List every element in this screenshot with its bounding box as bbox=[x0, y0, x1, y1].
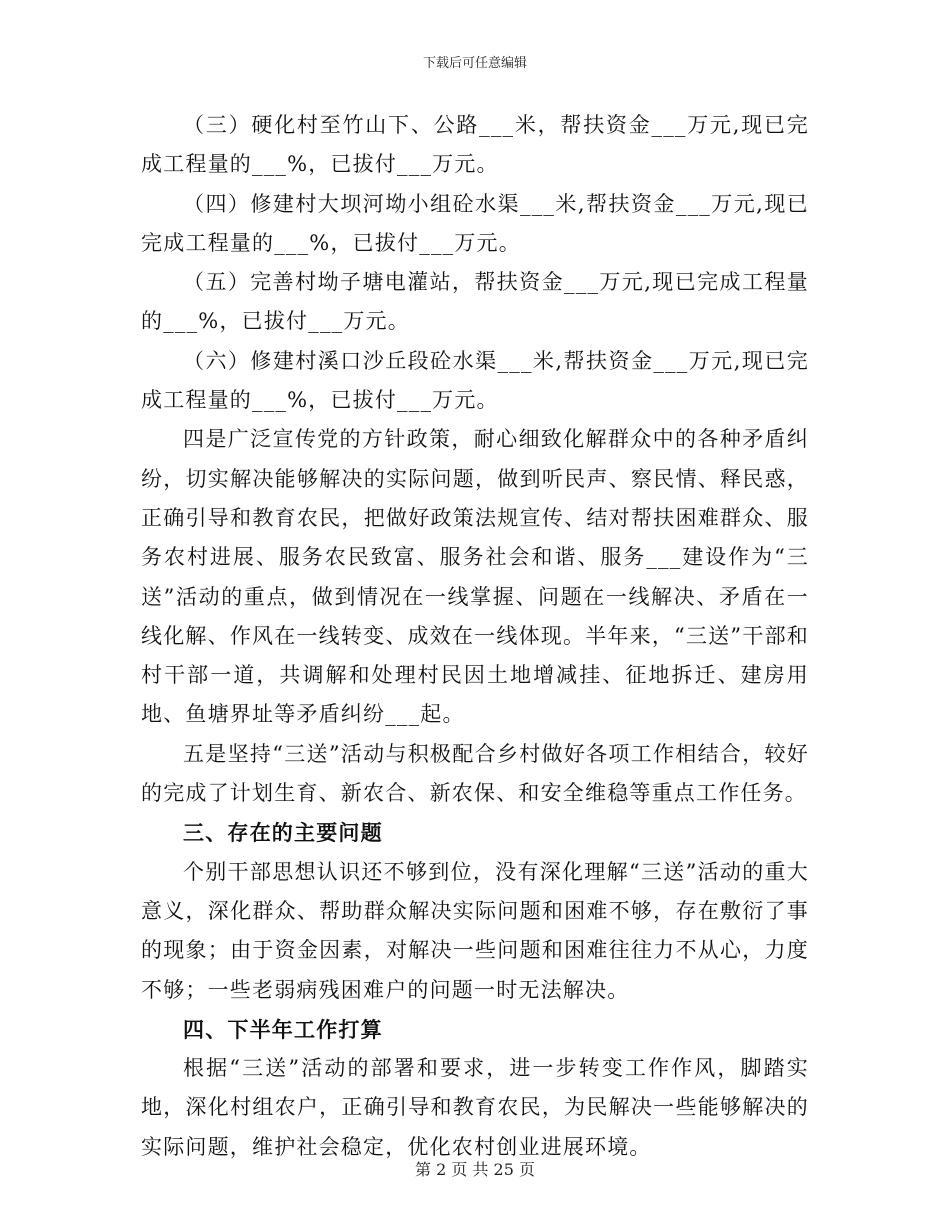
paragraph-point-four: 四是广泛宣传党的方针政策，耐心细致化解群众中的各种矛盾纠纷，切实解决能够解决的实际问题，做到听民声、察民情、释民惑，正确引导和教育农民，把做好政策法规宣传、结对帮扶困难群众、服务农村进展、服务农民致富、服务社会和谐、服务___建设作为“三送”活动的重点，做到情况在一线掌握、问题在一线解决、矛盾在一线化解、作风在一线转变、成效在一线体现。半年来，“三送”干部和村干部一道，共调解和处理村民因土地增减挂、征地拆迁、建房用地、鱼塘界址等矛盾纠纷___起。 bbox=[141, 427, 809, 727]
paragraph-item-6: （六）修建村溪口沙丘段砼水渠___米,帮扶资金___万元,现已完成工程量的___%，已拔付___万元。 bbox=[141, 348, 809, 413]
paragraph-item-5: （五）完善村坳子塘电灌站，帮扶资金___万元,现已完成工程量的___%，已拔付___万元。 bbox=[141, 270, 809, 334]
paragraph-problems: 个别干部思想认识还不够到位，没有深化理解“三送”活动的重大意义，深化群众、帮助群众解决实际问题和困难不够，存在敷衍了事的现象；由于资金因素，对解决一些问题和困难往往力不从心，力度不够；一些老弱病残困难户的问题一时无法解决。 bbox=[141, 859, 809, 1002]
document-body bbox=[141, 106, 809, 1167]
section-heading-plans: 四、下半年工作打算 bbox=[183, 1016, 383, 1042]
paragraph-item-3: （三）硬化村至竹山下、公路___米，帮扶资金___万元,现已完成工程量的___%，已拔付___万元。 bbox=[141, 113, 809, 177]
page-footer: 第 2 页 共 25 页 bbox=[415, 1160, 535, 1179]
section-heading-problems: 三、存在的主要问题 bbox=[183, 820, 383, 846]
paragraph-item-4: （四）修建村大坝河坳小组砼水渠___米,帮扶资金___万元,现已完成工程量的___%，已拔付___万元。 bbox=[141, 191, 809, 255]
paragraph-point-five: 五是坚持“三送”活动与积极配合乡村做好各项工作相结合，较好的完成了计划生育、新农合、新农保、和安全维稳等重点工作任务。 bbox=[141, 741, 809, 806]
page-header: 下载后可任意编辑 bbox=[422, 56, 527, 71]
paragraph-plans: 根据“三送”活动的部署和要求，进一步转变工作作风，脚踏实地，深化村组农户，正确引导和教育农民，为民解决一些能够解决的实际问题，维护社会稳定，优化农村创业进展环境。 bbox=[141, 1056, 809, 1159]
